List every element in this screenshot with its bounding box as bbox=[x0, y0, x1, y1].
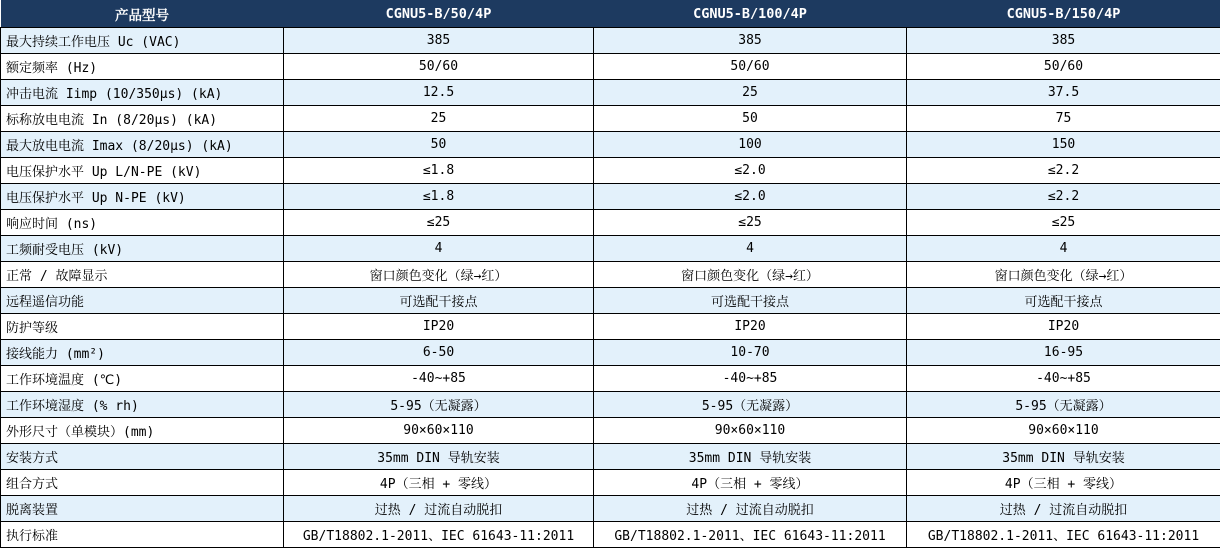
table-row bbox=[1, 444, 1220, 470]
spec-value: 50/60 bbox=[907, 54, 1220, 80]
spec-value: IP20 bbox=[284, 314, 594, 340]
table-row bbox=[1, 80, 1220, 106]
spec-value: IP20 bbox=[907, 314, 1220, 340]
spec-value: 50/60 bbox=[594, 54, 907, 80]
spec-label: 工频耐受电压 (kV) bbox=[1, 236, 284, 262]
spec-value: ≤25 bbox=[907, 210, 1220, 236]
spec-value: ≤2.0 bbox=[594, 158, 907, 184]
spec-value: 35mm DIN 导轨安装 bbox=[907, 444, 1220, 470]
spec-value: 5-95（无凝露） bbox=[594, 392, 907, 418]
table-row bbox=[1, 106, 1220, 132]
spec-value: 4 bbox=[907, 236, 1220, 262]
spec-value: 10-70 bbox=[594, 340, 907, 366]
spec-value: 35mm DIN 导轨安装 bbox=[594, 444, 907, 470]
table-body bbox=[1, 28, 1220, 548]
spec-value: ≤2.2 bbox=[907, 158, 1220, 184]
spec-label: 接线能力 (mm²) bbox=[1, 340, 284, 366]
spec-value: 5-95（无凝露） bbox=[284, 392, 594, 418]
spec-value: 12.5 bbox=[284, 80, 594, 106]
table-row bbox=[1, 340, 1220, 366]
spec-value: 50 bbox=[284, 132, 594, 158]
spec-label: 组合方式 bbox=[1, 470, 284, 496]
table-row bbox=[1, 470, 1220, 496]
table-row bbox=[1, 184, 1220, 210]
spec-value: 16-95 bbox=[907, 340, 1220, 366]
spec-value: 50/60 bbox=[284, 54, 594, 80]
spec-value: ≤1.8 bbox=[284, 158, 594, 184]
spec-label: 冲击电流 Iimp (10/350μs) (kA) bbox=[1, 80, 284, 106]
spec-value: 25 bbox=[594, 80, 907, 106]
spec-value: 过热 / 过流自动脱扣 bbox=[594, 496, 907, 522]
spec-value: 过热 / 过流自动脱扣 bbox=[907, 496, 1220, 522]
spec-value: 4 bbox=[594, 236, 907, 262]
spec-label: 远程遥信功能 bbox=[1, 288, 284, 314]
spec-label: 安装方式 bbox=[1, 444, 284, 470]
spec-label: 脱离装置 bbox=[1, 496, 284, 522]
spec-value: -40~+85 bbox=[907, 366, 1220, 392]
spec-value: ≤25 bbox=[594, 210, 907, 236]
spec-value: 385 bbox=[907, 28, 1220, 54]
spec-value: 100 bbox=[594, 132, 907, 158]
spec-label: 防护等级 bbox=[1, 314, 284, 340]
spec-label: 执行标准 bbox=[1, 522, 284, 548]
spec-value: -40~+85 bbox=[284, 366, 594, 392]
table-row bbox=[1, 132, 1220, 158]
header-model-2: CGNU5-B/100/4P bbox=[594, 0, 907, 28]
spec-value: 75 bbox=[907, 106, 1220, 132]
spec-label: 电压保护水平 Up L/N-PE (kV) bbox=[1, 158, 284, 184]
spec-label: 电压保护水平 Up N-PE (kV) bbox=[1, 184, 284, 210]
spec-label: 最大持续工作电压 Uc (VAC) bbox=[1, 28, 284, 54]
spec-value: 35mm DIN 导轨安装 bbox=[284, 444, 594, 470]
table-row bbox=[1, 236, 1220, 262]
spec-value: ≤25 bbox=[284, 210, 594, 236]
spec-label: 响应时间 (ns) bbox=[1, 210, 284, 236]
spec-value: 90×60×110 bbox=[594, 418, 907, 444]
spec-value: 4P（三相 + 零线） bbox=[907, 470, 1220, 496]
spec-value: 37.5 bbox=[907, 80, 1220, 106]
table-row bbox=[1, 28, 1220, 54]
spec-value: 150 bbox=[907, 132, 1220, 158]
spec-value: 90×60×110 bbox=[284, 418, 594, 444]
spec-label: 最大放电电流 Imax (8/20μs) (kA) bbox=[1, 132, 284, 158]
spec-value: IP20 bbox=[594, 314, 907, 340]
table-row bbox=[1, 522, 1220, 548]
spec-value: 385 bbox=[594, 28, 907, 54]
spec-label: 工作环境温度 (℃) bbox=[1, 366, 284, 392]
spec-value: 385 bbox=[284, 28, 594, 54]
spec-value: 4P（三相 + 零线） bbox=[284, 470, 594, 496]
table-row bbox=[1, 210, 1220, 236]
table-row bbox=[1, 54, 1220, 80]
spec-label: 标称放电电流 In (8/20μs) (kA) bbox=[1, 106, 284, 132]
table-row bbox=[1, 288, 1220, 314]
header-product-model: 产品型号 bbox=[1, 0, 284, 28]
spec-value: 窗口颜色变化（绿→红） bbox=[907, 262, 1220, 288]
spec-value: 6-50 bbox=[284, 340, 594, 366]
spec-label: 外形尺寸（单模块）(mm) bbox=[1, 418, 284, 444]
spec-value: 90×60×110 bbox=[907, 418, 1220, 444]
spec-label: 正常 / 故障显示 bbox=[1, 262, 284, 288]
table-row bbox=[1, 314, 1220, 340]
spec-value: 4 bbox=[284, 236, 594, 262]
spec-value: -40~+85 bbox=[594, 366, 907, 392]
spec-value: 窗口颜色变化（绿→红） bbox=[284, 262, 594, 288]
table-row bbox=[1, 366, 1220, 392]
spec-value: 可选配干接点 bbox=[594, 288, 907, 314]
table-header-row bbox=[1, 0, 1220, 28]
spec-value: 25 bbox=[284, 106, 594, 132]
spec-value: GB/T18802.1-2011、IEC 61643-11:2011 bbox=[284, 522, 594, 548]
table-row bbox=[1, 392, 1220, 418]
spec-value: 可选配干接点 bbox=[907, 288, 1220, 314]
header-model-3: CGNU5-B/150/4P bbox=[907, 0, 1220, 28]
table-row bbox=[1, 418, 1220, 444]
spec-value: ≤1.8 bbox=[284, 184, 594, 210]
spec-label: 额定频率 (Hz) bbox=[1, 54, 284, 80]
spec-value: ≤2.0 bbox=[594, 184, 907, 210]
spec-value: GB/T18802.1-2011、IEC 61643-11:2011 bbox=[594, 522, 907, 548]
table-row bbox=[1, 262, 1220, 288]
table-row bbox=[1, 158, 1220, 184]
spec-value: 过热 / 过流自动脱扣 bbox=[284, 496, 594, 522]
spec-label: 工作环境湿度 (% rh) bbox=[1, 392, 284, 418]
table-row bbox=[1, 496, 1220, 522]
spec-value: GB/T18802.1-2011、IEC 61643-11:2011 bbox=[907, 522, 1220, 548]
spec-value: 可选配干接点 bbox=[284, 288, 594, 314]
header-model-1: CGNU5-B/50/4P bbox=[284, 0, 594, 28]
spec-value: 50 bbox=[594, 106, 907, 132]
spec-value: 4P（三相 + 零线） bbox=[594, 470, 907, 496]
spec-value: 窗口颜色变化（绿→红） bbox=[594, 262, 907, 288]
spec-value: 5-95（无凝露） bbox=[907, 392, 1220, 418]
spec-value: ≤2.2 bbox=[907, 184, 1220, 210]
